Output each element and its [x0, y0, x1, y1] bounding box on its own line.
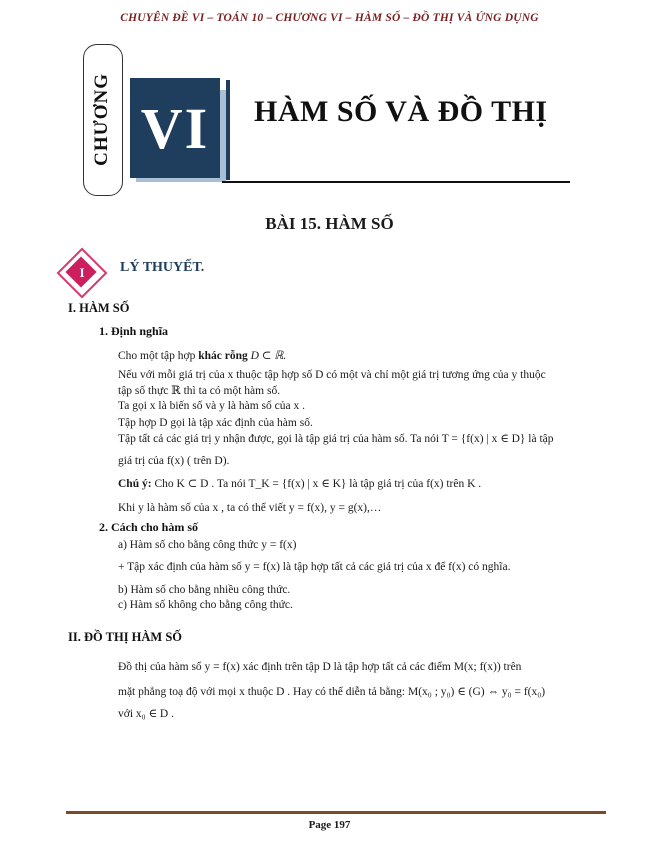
running-header: CHUYÊN ĐỀ VI – TOÁN 10 – CHƯƠNG VI – HÀM SỐ – ĐỒ THỊ VÀ ỨNG DỤNG: [120, 12, 539, 24]
note-line: [118, 477, 481, 492]
chapter-label-text: CHƯƠNG: [91, 72, 112, 166]
definition-line-6: Tập tất cả các giá trị y nhận được, gọi là tập giá trị của hàm số. Ta nói T = {f(x) | x ∈ D} là tập: [118, 433, 554, 445]
part-number: I: [79, 265, 85, 280]
definition-line-1c: D ⊂ ℝ.: [247, 350, 287, 362]
method-a: a) Hàm số cho bằng công thức y = f(x): [118, 539, 297, 551]
definition-line-9: Khi y là hàm số của x , ta có thể viết y = f(x), y = g(x),…: [118, 502, 382, 514]
subsection-heading-dinh-nghia: 1. Định nghĩa: [99, 324, 169, 338]
graph-line-1: Đồ thị của hàm số y = f(x) xác định trên tập D là tập hợp tất cả các điểm M(x; f(x)) trên: [118, 661, 522, 673]
chapter-number-box: [130, 78, 220, 178]
chapter-divider-bar: [226, 80, 230, 180]
definition-line-1b: khác rỗng: [198, 350, 248, 362]
chapter-title: HÀM SỐ VÀ ĐỒ THỊ: [254, 95, 548, 128]
note-label: Chú ý:: [118, 478, 152, 490]
definition-line-2: Nếu với mỗi giá trị của x thuộc tập hợp số D có một và chỉ một giá trị tương ứng của y thuộc: [118, 369, 546, 381]
definition-line-3: tập số thực ℝ thì ta có một hàm số.: [118, 385, 281, 397]
page-number: Page 197: [308, 819, 351, 831]
part-title: LÝ THUYẾT.: [120, 260, 205, 275]
chapter-label: [83, 44, 121, 194]
definition-line-1a: Cho một tập hợp: [118, 350, 199, 362]
method-a-domain: + Tập xác định của hàm số y = f(x) là tập hợp tất cả các giá trị của x để f(x) có nghĩa.: [118, 561, 511, 573]
section-heading-do-thi: II. ĐỒ THỊ HÀM SỐ: [68, 630, 183, 644]
definition-line-5: Tập hợp D gọi là tập xác định của hàm số.: [118, 417, 313, 429]
note-text: Cho K ⊂ D . Ta nói T_K = {f(x) | x ∈ K} là tập giá trị của f(x) trên K .: [151, 478, 482, 490]
graph-line-3: với x₀ ∈ D .: [118, 708, 174, 720]
footer-rule: [66, 811, 606, 814]
chapter-title-underline: [222, 181, 570, 183]
method-c: c) Hàm số không cho bằng công thức.: [118, 599, 293, 611]
section-heading-ham-so: I. HÀM SỐ: [68, 301, 130, 315]
chapter-number: VI: [140, 95, 210, 161]
method-b: b) Hàm số cho bằng nhiều công thức.: [118, 584, 291, 596]
definition-line-4: Ta gọi x là biến số và y là hàm số của x .: [118, 400, 305, 412]
definition-line-7: giá trị của f(x) ( trên D).: [118, 455, 230, 467]
lesson-title: BÀI 15. HÀM SỐ: [265, 214, 394, 233]
graph-line-2: mặt phẳng toạ độ với mọi x thuộc D . Hay có thể diễn tả bằng: M(x₀ ; y₀) ∈ (G) ⇔ y₀ = f(x₀): [118, 686, 546, 698]
definition-line-1: [118, 349, 286, 364]
subsection-heading-cach-cho: 2. Cách cho hàm số: [99, 520, 199, 534]
